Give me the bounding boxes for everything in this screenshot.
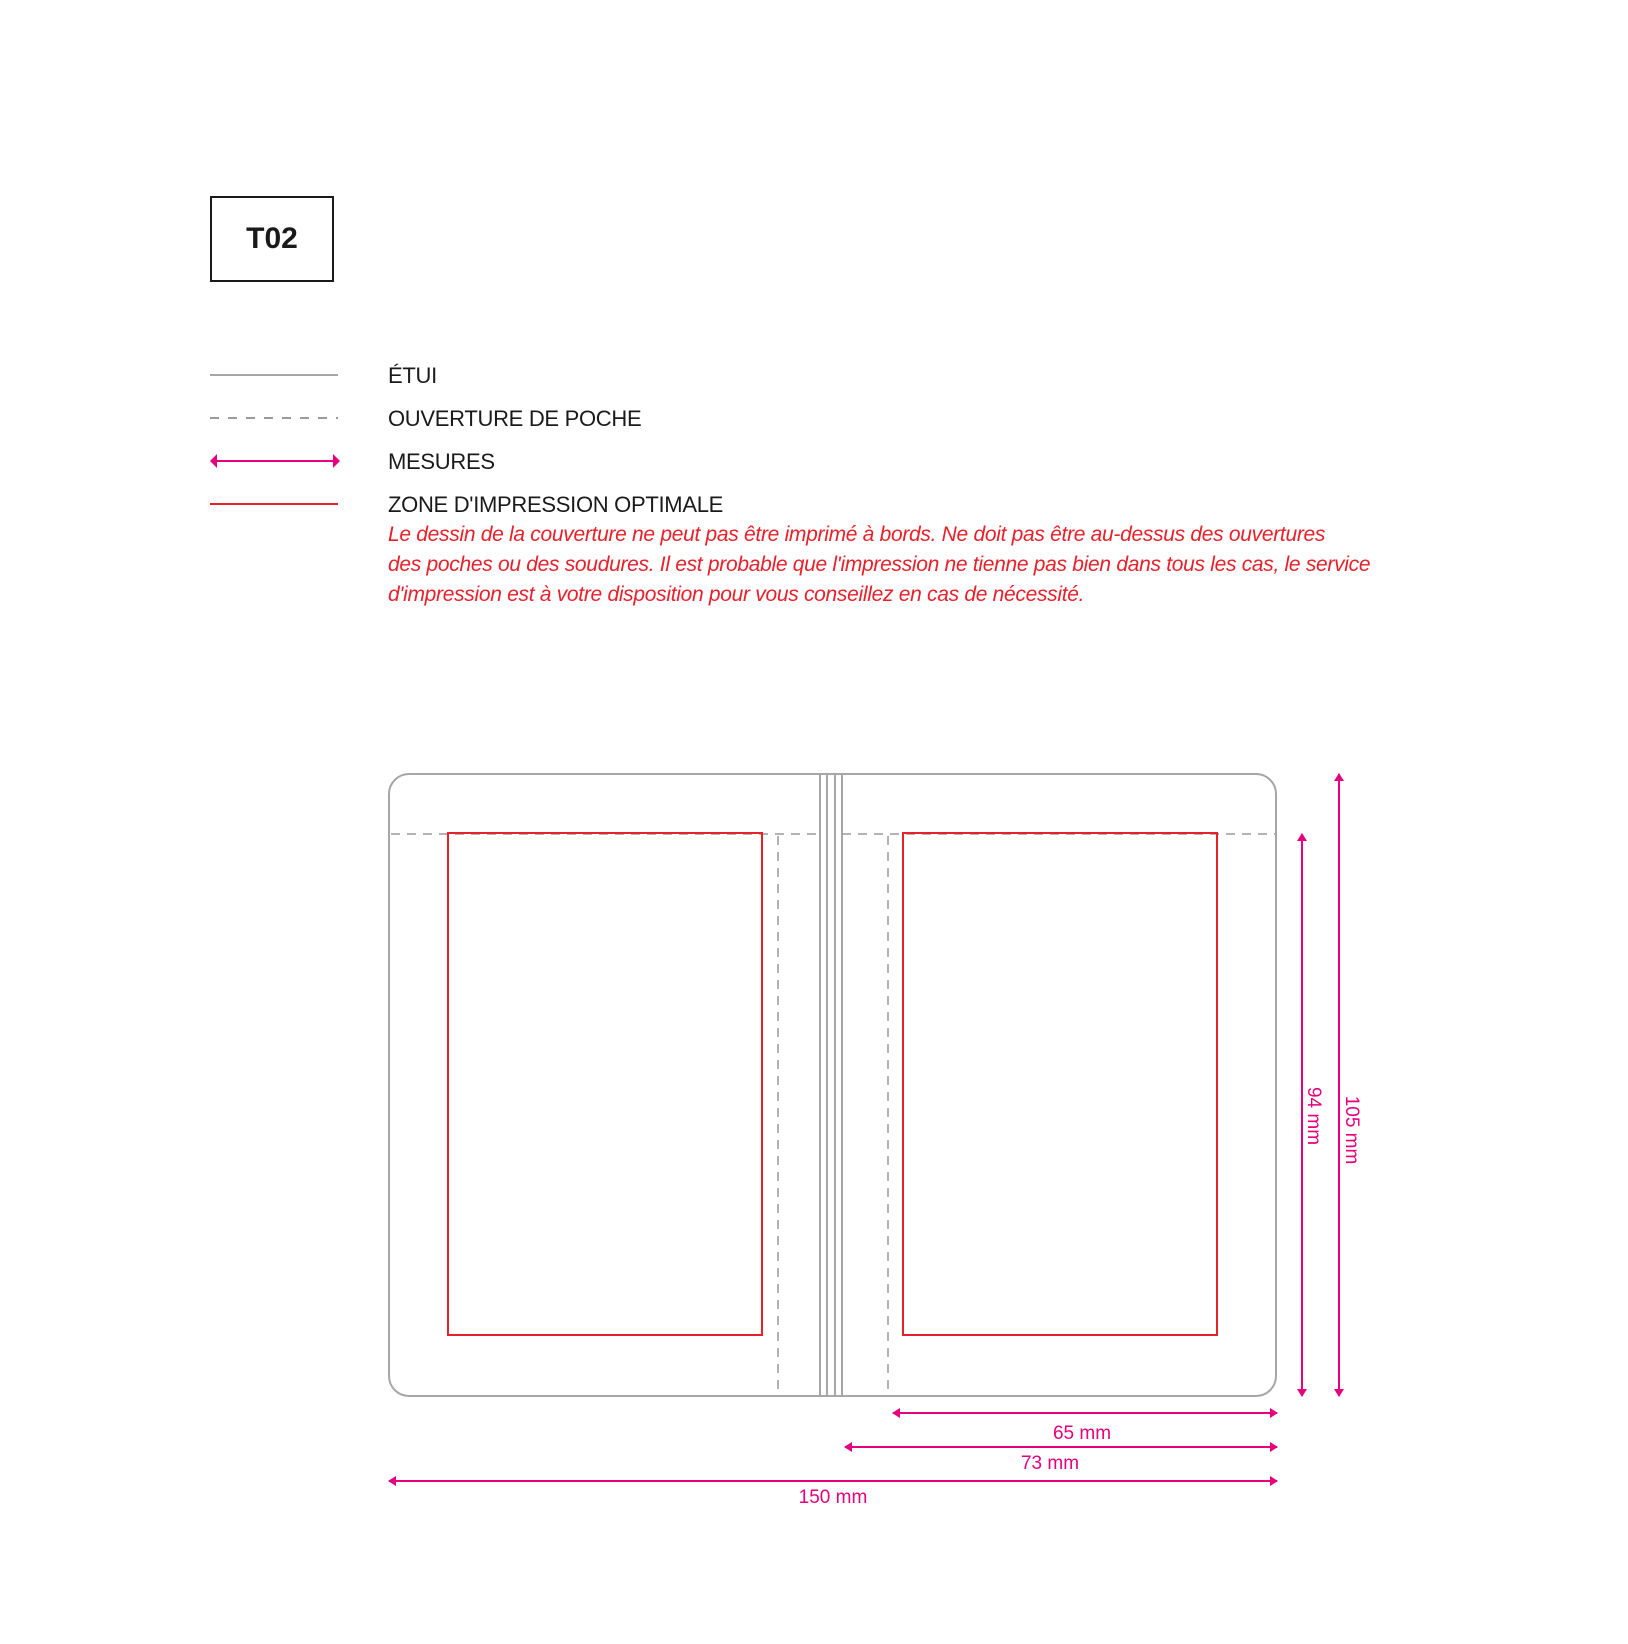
- measure-label-65: 65 mm: [1052, 1423, 1112, 1444]
- print-zone-left: [448, 833, 762, 1335]
- legend-label-pocket-opening: OUVERTURE DE POCHE: [388, 406, 642, 431]
- note-line-1: Le dessin de la couverture ne peut pas être imprimé à bords. Ne doit pas être au-dessus des ouvertures: [388, 523, 1326, 546]
- print-zone-right: [903, 833, 1217, 1335]
- note-line-3: d'impression est à votre disposition pour vous conseillez en cas de nécessité.: [388, 583, 1085, 606]
- spine-lines: [820, 774, 842, 1396]
- pocket-opening-lines: [391, 834, 1275, 1394]
- measure-label-150: 150 mm: [798, 1487, 868, 1508]
- legend-label-print-zone: ZONE D'IMPRESSION OPTIMALE: [388, 492, 724, 517]
- measure-label-73: 73 mm: [1020, 1453, 1080, 1474]
- measure-label-105: 105 mm: [1341, 1095, 1362, 1165]
- measure-label-94: 94 mm: [1303, 1086, 1324, 1146]
- legend-label-measures: MESURES: [388, 449, 495, 474]
- note-line-2: des poches ou des soudures. Il est probable que l'impression ne tienne pas bien dans tous les cas, le service: [388, 553, 1371, 576]
- case-outline: [389, 774, 1276, 1396]
- legend-label-case: ÉTUI: [388, 363, 437, 388]
- template-code: T02: [246, 222, 298, 255]
